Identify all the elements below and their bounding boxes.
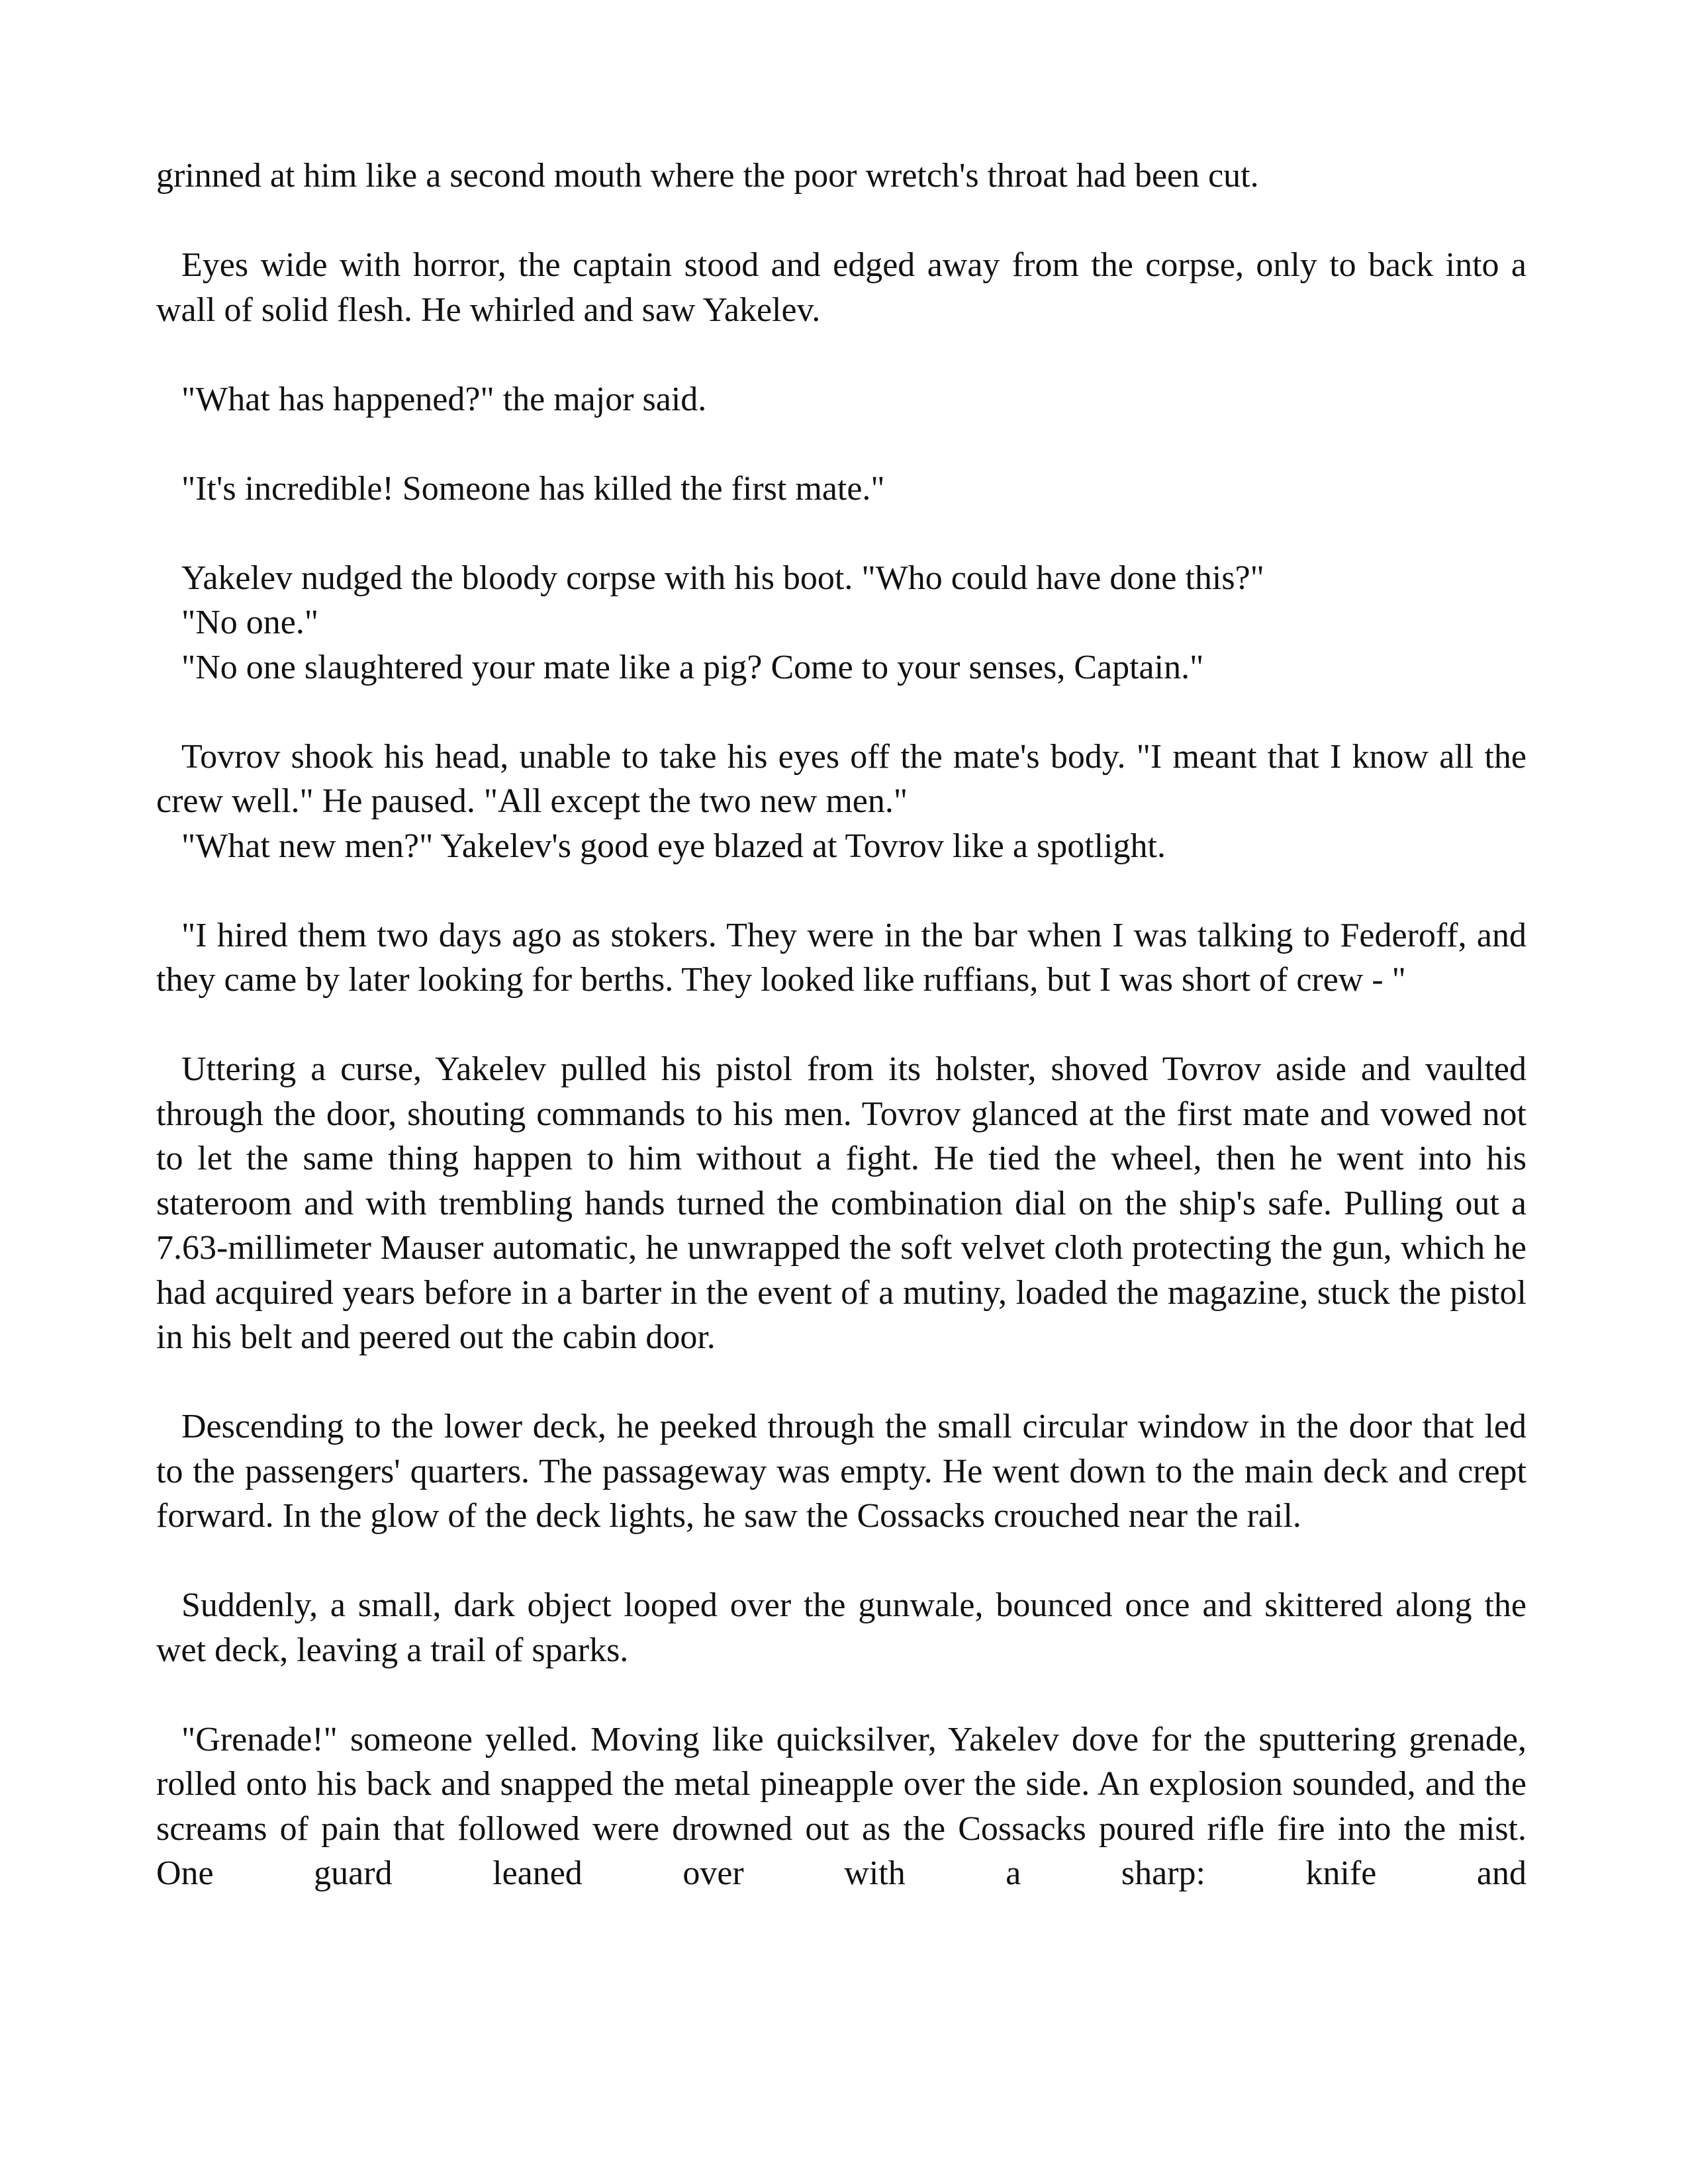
paragraph-who-did-this: Yakelev nudged the bloody corpse with his boot. "Who could have done this?" [181,559,1264,597]
paragraph-what-new-men: "What new men?" Yakelev's good eye blazed at Tovrov like a spotlight. [181,827,1166,865]
text-column [156,154,1526,1940]
paragraph-grenade: "Grenade!" someone yelled. Moving like quicksilver, Yakelev dove for the sputtering grenade, rolled onto his back and snapped the metal pineapple over the side. An explosion sounded, and the screams of pain that followed were drowned out as the Cossacks poured rifle fire into the mist. One guard leaned over with a sharp: knife and [156,1720,1526,1892]
paragraph-continuation: grinned at him like a second mouth where the poor wretch's throat had been cut. [156,157,1259,195]
paragraph-no-one: "No one." [181,604,319,641]
paragraph-what-happened: "What has happened?" the major said. [181,380,707,418]
paragraph-come-to-senses: "No one slaughtered your mate like a pig? Come to your senses, Captain." [181,648,1204,686]
paragraph-mauser: Uttering a curse, Yakelev pulled his pistol from its holster, shoved Tovrov aside and vaulted through the door, shouting commands to his men. Tovrov glanced at the first mate and vowed not to let the same thing happen to him without a fight. He tied the wheel, then he went into his stateroom and with trembling hands turned the combination dial on the ship's safe. Pulling out a 7.63-millimeter Mauser automatic, he unwrapped the soft velvet cloth protecting the gun, which he had acquired years before in a barter in the event of a mutiny, loaded the magazine, stuck the pistol in his belt and peered out the cabin door. [156,1050,1526,1356]
paragraph-new-men: Tovrov shook his head, unable to take his eyes off the mate's body. "I meant that I know all the crew well." He paused. "All except the two new men." [156,737,1526,820]
paragraph-lower-deck: Descending to the lower deck, he peeked through the small circular window in the door that led to the passengers' quarters. The passageway was empty. He went down to the main deck and crept forward. In the glow of the deck lights, he saw the Cossacks crouched near the rail. [156,1408,1526,1535]
paragraph-first-mate-killed: "It's incredible! Someone has killed the first mate." [181,469,885,508]
paragraph-hired-stokers: "I hired them two days ago as stokers. They were in the bar when I was talking to Federoff, and they came by later looking for berths. They looked like ruffians, but I was short of crew - " [156,916,1526,999]
paragraph-captain-backs-away: Eyes wide with horror, the captain stood and edged away from the corpse, only to back into a wall of solid flesh. He whirled and saw Yakelev. [156,246,1526,329]
paragraph-dark-object: Suddenly, a small, dark object looped over the gunwale, bounced once and skittered along the wet deck, leaving a trail of sparks. [156,1586,1526,1669]
